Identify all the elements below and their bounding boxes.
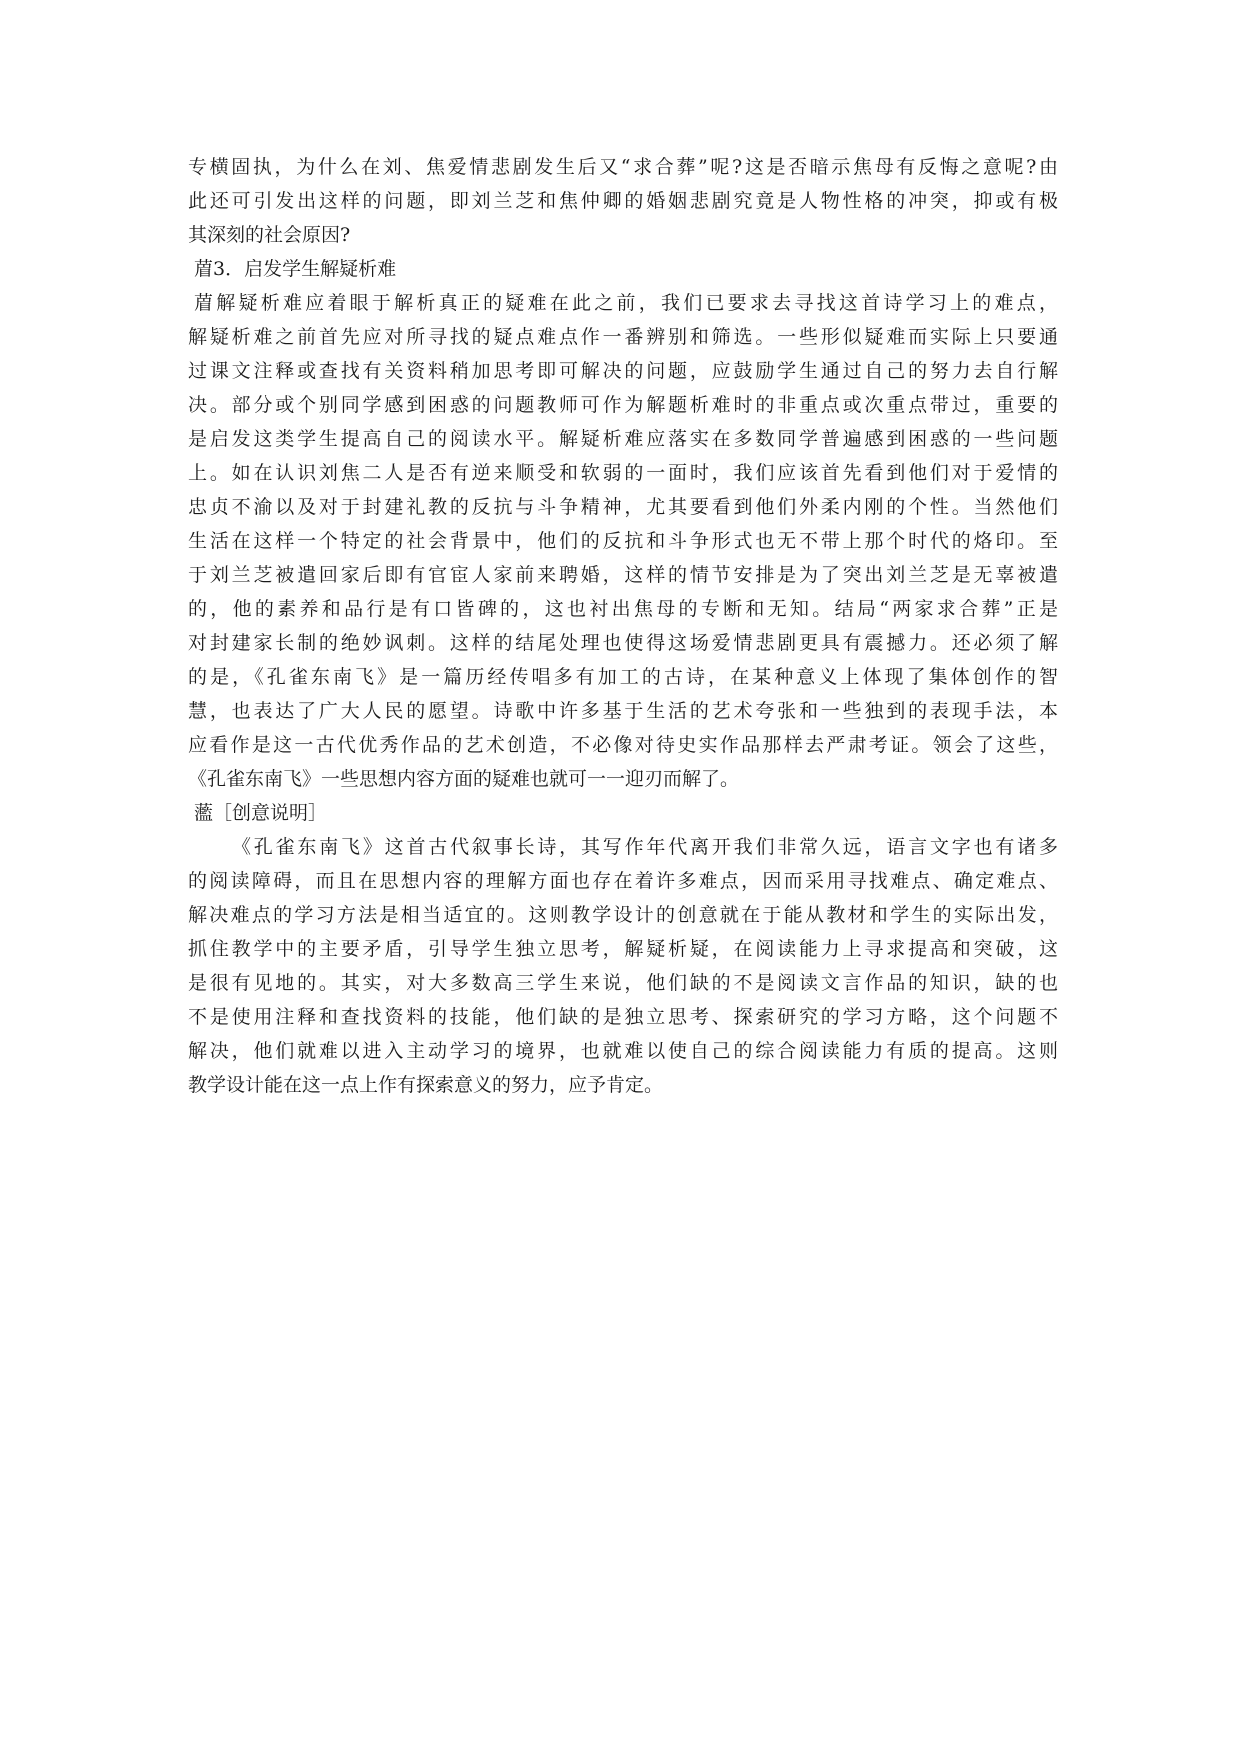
text-line: 解决难点的学习方法是相当适宜的。这则教学设计的创意就在于能从教材和学生的实际出发， [188, 904, 1058, 926]
heading-text: 葿3．启发学生解疑析难 [194, 258, 397, 280]
text-line: 是很有见地的。其实，对大多数高三学生来说，他们缺的不是阅读文言作品的知识，缺的也 [188, 972, 1058, 994]
text-line: 《孔雀东南飞》这首古代叙事长诗，其写作年代离开我们非常久远，语言文字也有诸多 [232, 836, 1058, 858]
document-body [188, 150, 1058, 1102]
text-line: 专横固执，为什么在刘、焦爱情悲剧发生后又“求合葬”呢?这是否暗示焦母有反悔之意呢?由 [188, 156, 1058, 178]
text-line: 的是，《孔雀东南飞》是一篇历经传唱多有加工的古诗，在某种意义上体现了集体创作的智 [188, 666, 1058, 688]
text-line: 生活在这样一个特定的社会背景中，他们的反抗和斗争形式也无不带上那个时代的烙印。至 [188, 530, 1058, 552]
paragraph-intro [188, 150, 1058, 252]
heading-text: 蘫［创意说明］ [194, 802, 328, 824]
section-heading-3 [188, 252, 1058, 286]
text-line: 不是使用注释和查找资料的技能，他们缺的是独立思考、探索研究的学习方略，这个问题不 [188, 1006, 1058, 1028]
text-line: 教学设计能在这一点上作有探索意义的努力，应予肯定。 [188, 1074, 664, 1096]
text-line: 解疑析难之前首先应对所寻找的疑点难点作一番辨别和筛选。一些形似疑难而实际上只要通 [188, 326, 1058, 348]
text-line: 对封建家长制的绝妙讽刺。这样的结尾处理也使得这场爱情悲剧更具有震撼力。还必须了解 [188, 632, 1058, 654]
text-line: 《孔雀东南飞》一些思想内容方面的疑难也就可一一迎刃而解了。 [188, 768, 740, 790]
text-line: 其深刻的社会原因? [188, 224, 351, 246]
text-line: 决。部分或个别同学感到困惑的问题教师可作为解题析难时的非重点或次重点带过，重要的 [188, 394, 1058, 416]
section-heading-note [188, 796, 1058, 830]
text-line: 抓住教学中的主要矛盾，引导学生独立思考，解疑析疑，在阅读能力上寻求提高和突破，这 [188, 938, 1058, 960]
text-line: 的阅读障碍，而且在思想内容的理解方面也存在着许多难点，因而采用寻找难点、确定难点、 [188, 870, 1058, 892]
text-line: 过课文注释或查找有关资料稍加思考即可解决的问题，应鼓励学生通过自己的努力去自行解 [188, 360, 1058, 382]
text-line: 葿解疑析难应着眼于解析真正的疑难在此之前，我们已要求去寻找这首诗学习上的难点， [194, 292, 1058, 314]
text-line: 解决，他们就难以进入主动学习的境界，也就难以使自己的综合阅读能力有质的提高。这则 [188, 1040, 1058, 1062]
text-line: 此还可引发出这样的问题，即刘兰芝和焦仲卿的婚姻悲剧究竟是人物性格的冲突，抑或有极 [188, 190, 1058, 212]
text-line: 上。如在认识刘焦二人是否有逆来顺受和软弱的一面时，我们应该首先看到他们对于爱情的 [188, 462, 1058, 484]
paragraph-analysis [188, 286, 1058, 796]
paragraph-explanation [188, 830, 1058, 1102]
text-line: 于刘兰芝被遣回家后即有官宦人家前来聘婚，这样的情节安排是为了突出刘兰芝是无辜被遣 [188, 564, 1058, 586]
text-line: 是启发这类学生提高自己的阅读水平。解疑析难应落实在多数同学普遍感到困惑的一些问题 [188, 428, 1058, 450]
text-line: 的，他的素养和品行是有口皆碑的，这也衬出焦母的专断和无知。结局“两家求合葬”正是 [188, 598, 1058, 620]
text-line: 忠贞不渝以及对于封建礼教的反抗与斗争精神，尤其要看到他们外柔内刚的个性。当然他们 [188, 496, 1058, 518]
text-line: 慧，也表达了广大人民的愿望。诗歌中许多基于生活的艺术夸张和一些独到的表现手法，本 [188, 700, 1058, 722]
text-line: 应看作是这一古代优秀作品的艺术创造，不必像对待史实作品那样去严肃考证。领会了这些， [188, 734, 1058, 756]
